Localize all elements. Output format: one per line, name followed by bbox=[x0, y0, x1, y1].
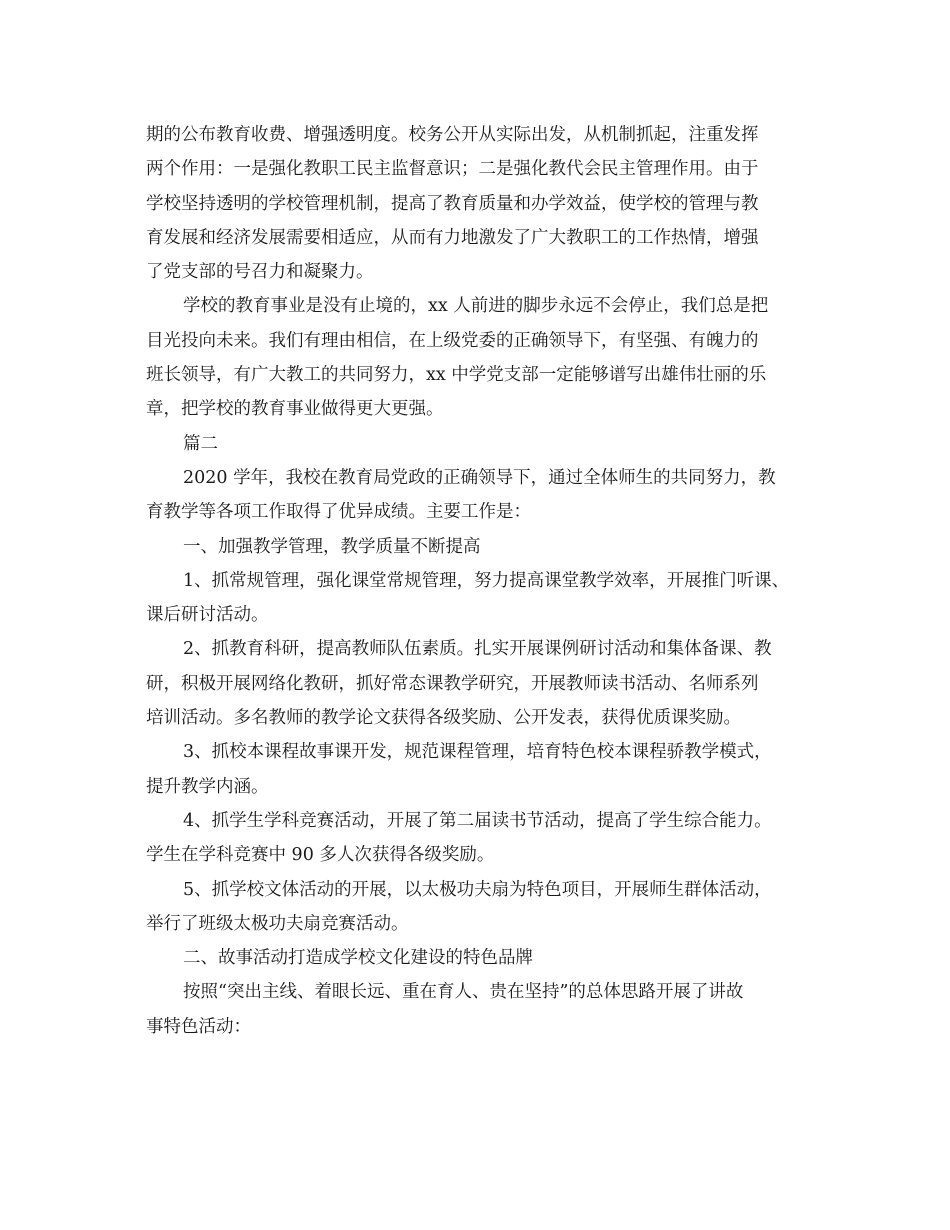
text-line: 班长领导，有广大教工的共同努力，xx 中学党支部一定能够谱写出雄伟壮丽的乐 bbox=[146, 365, 767, 386]
subsection-heading: 二、故事活动打造成学校文化建设的特色品牌 bbox=[183, 948, 533, 969]
text-line: 学校坚持透明的学校管理机制，提高了教育质量和办学效益，使学校的管理与教 bbox=[146, 193, 759, 214]
text-line: 两个作用：一是强化教职工民主监督意识；二是强化教代会民主管理作用。由于 bbox=[146, 159, 759, 180]
paragraph-start-line: 2020 学年，我校在教育局党政的正确领导下，通过全体师生的共同努力，教 bbox=[183, 467, 776, 488]
text-line: 课后研讨活动。 bbox=[146, 605, 269, 626]
text-line: 培训活动。多名教师的教学论文获得各级奖励、公开发表，获得优质课奖励。 bbox=[146, 708, 741, 729]
text-line: 章，把学校的教育事业做得更大更强。 bbox=[146, 399, 444, 420]
paragraph-start-line: 按照“突出主线、着眼长远、重在育人、贵在坚持”的总体思路开展了讲故 bbox=[183, 982, 744, 1003]
text-line: 期的公布教育收费、增强透明度。校务公开从实际出发，从机制抓起，注重发挥 bbox=[146, 125, 759, 145]
list-item-line: 5、抓学校文体活动的开展，以太极功夫扇为特色项目，开展师生群体活动， bbox=[183, 879, 772, 900]
text-line: 了党支部的号召力和凝聚力。 bbox=[146, 262, 374, 283]
text-line: 研，积极开展网络化教研，抓好常态课教学研究，开展教师读书活动、名师系列 bbox=[146, 673, 759, 694]
text-line: 举行了班级太极功夫扇竞赛活动。 bbox=[146, 913, 409, 934]
text-line: 事特色活动： bbox=[146, 1016, 251, 1037]
list-item-line: 2、抓教育科研，提高教师队伍素质。扎实开展课例研讨活动和集体备课、教 bbox=[183, 639, 772, 660]
text-line: 育发展和经济发展需要相适应，从而有力地激发了广大教职工的工作热情，增强 bbox=[146, 227, 759, 248]
list-item-line: 1、抓常规管理，强化课堂常规管理，努力提高课堂教学效率，开展推门听课、 bbox=[183, 570, 790, 591]
list-item-line: 3、抓校本课程故事课开发，规范课程管理，培育特色校本课程骄教学模式， bbox=[183, 742, 772, 763]
text-line: 目光投向未来。我们有理由相信，在上级党委的正确领导下，有坚强、有魄力的 bbox=[146, 330, 759, 351]
section-heading: 篇二 bbox=[183, 433, 218, 454]
paragraph-start-line: 学校的教育事业是没有止境的，xx 人前进的脚步永远不会停止，我们总是把 bbox=[183, 296, 769, 317]
list-item-line: 4、抓学生学科竞赛活动，开展了第二届读书节活动，提高了学生综合能力。 bbox=[183, 810, 772, 831]
text-line: 育教学等各项工作取得了优异成绩。主要工作是： bbox=[146, 502, 531, 523]
subsection-heading: 一、加强教学管理，教学质量不断提高 bbox=[183, 536, 481, 557]
text-line: 学生在学科竞赛中 90 多人次获得各级奖励。 bbox=[146, 845, 495, 866]
text-line: 提升教学内涵。 bbox=[146, 776, 269, 797]
document-body bbox=[146, 118, 816, 1044]
